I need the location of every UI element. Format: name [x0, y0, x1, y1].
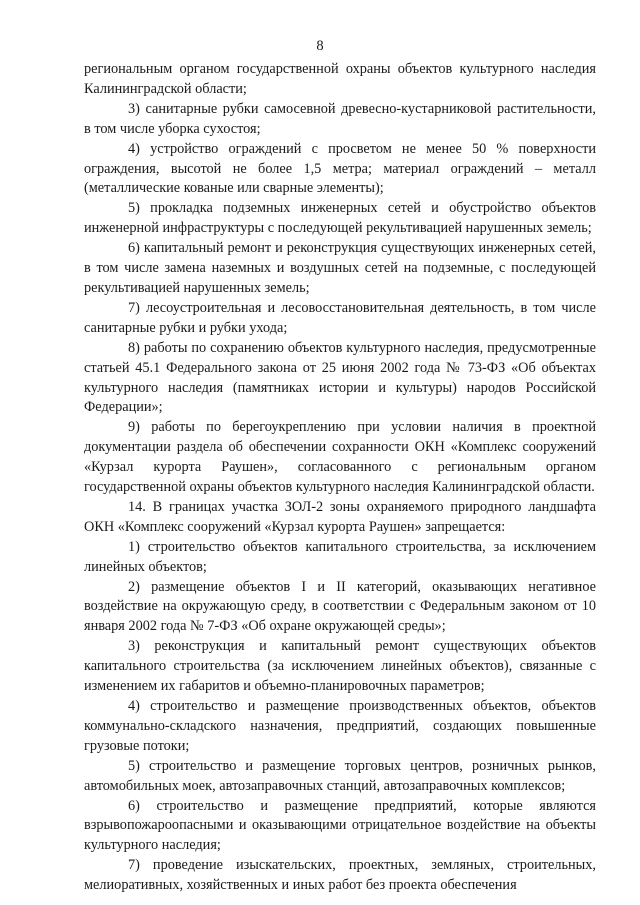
list-item-9: 9) работы по берегоукреплению при условии наличия в проектной документации раздела об обеспечении сохранности ОКН «Комплекс сооружений «Курзал курорта Раушен», согласованного с региональным органом государственной охраны объектов культурного наследия Калининградской области.: [84, 419, 596, 496]
prohibition-item-2: 2) размещение объектов I и II категорий, оказывающих негативное воздействие на окружающую среду, в соответствии с Федеральным законом от 10 января 2002 года № 7-ФЗ «Об охране окружающей среды»;: [84, 578, 596, 635]
prohibition-item-7: 7) проведение изыскательских, проектных, земляных, строительных, мелиоративных, хозяйственных и иных работ без проекта обеспечения: [84, 857, 596, 894]
section-14-heading: 14. В границах участка ЗОЛ-2 зоны охраняемого природного ландшафта ОКН «Комплекс сооружений «Курзал курорта Раушен» запрещается:: [84, 498, 596, 535]
prohibition-item-5: 5) строительство и размещение торговых центров, розничных рынков, автомобильных моек, автозаправочных станций, автозаправочных комплексов;: [84, 757, 596, 794]
list-item-5: 5) прокладка подземных инженерных сетей и обустройство объектов инженерной инфраструктуры с последующей рекультивацией нарушенных земель;: [84, 200, 596, 237]
list-item-8: 8) работы по сохранению объектов культурного наследия, предусмотренные статьей 45.1 Федерального закона от 25 июня 2002 года № 73-ФЗ «Об объектах культурного наследия (памятниках истории и культуры) народов Российской Федерации»;: [84, 339, 596, 416]
page-number: 8: [316, 38, 324, 54]
document-body: [84, 60, 596, 896]
prohibition-item-1: 1) строительство объектов капитального строительства, за исключением линейных объектов;: [84, 538, 596, 575]
list-item-3: 3) санитарные рубки самосевной древесно-кустарниковой растительности, в том числе уборка сухостоя;: [84, 100, 596, 137]
prohibition-item-4: 4) строительство и размещение производственных объектов, объектов коммунально-складского назначения, предприятий, создающих повышенные грузовые потоки;: [84, 698, 596, 754]
prohibition-item-6: 6) строительство и размещение предприятий, которые являются взрывопожароопасными и оказывающими отрицательное воздействие на объекты культурного наследия;: [84, 797, 596, 854]
prohibition-item-3: 3) реконструкция и капитальный ремонт существующих объектов капитального строительства (за исключением линейных объектов), связанные с изменением их габаритов и объемно-планировочных параметров;: [84, 638, 596, 695]
list-item-7: 7) лесоустроительная и лесовосстановительная деятельность, в том числе санитарные рубки и рубки ухода;: [84, 299, 596, 336]
paragraph-continuation: региональным органом государственной охраны объектов культурного наследия Калининградской области;: [84, 61, 596, 97]
list-item-4: 4) устройство ограждений с просветом не менее 50 % поверхности ограждения, высотой не более 1,5 метра; материал ограждений – металл (металлические кованые или сварные элементы);: [84, 140, 596, 197]
list-item-6: 6) капитальный ремонт и реконструкция существующих инженерных сетей, в том числе замена наземных и воздушных сетей на подземные, с последующей рекультивацией нарушенных земель;: [84, 240, 596, 296]
